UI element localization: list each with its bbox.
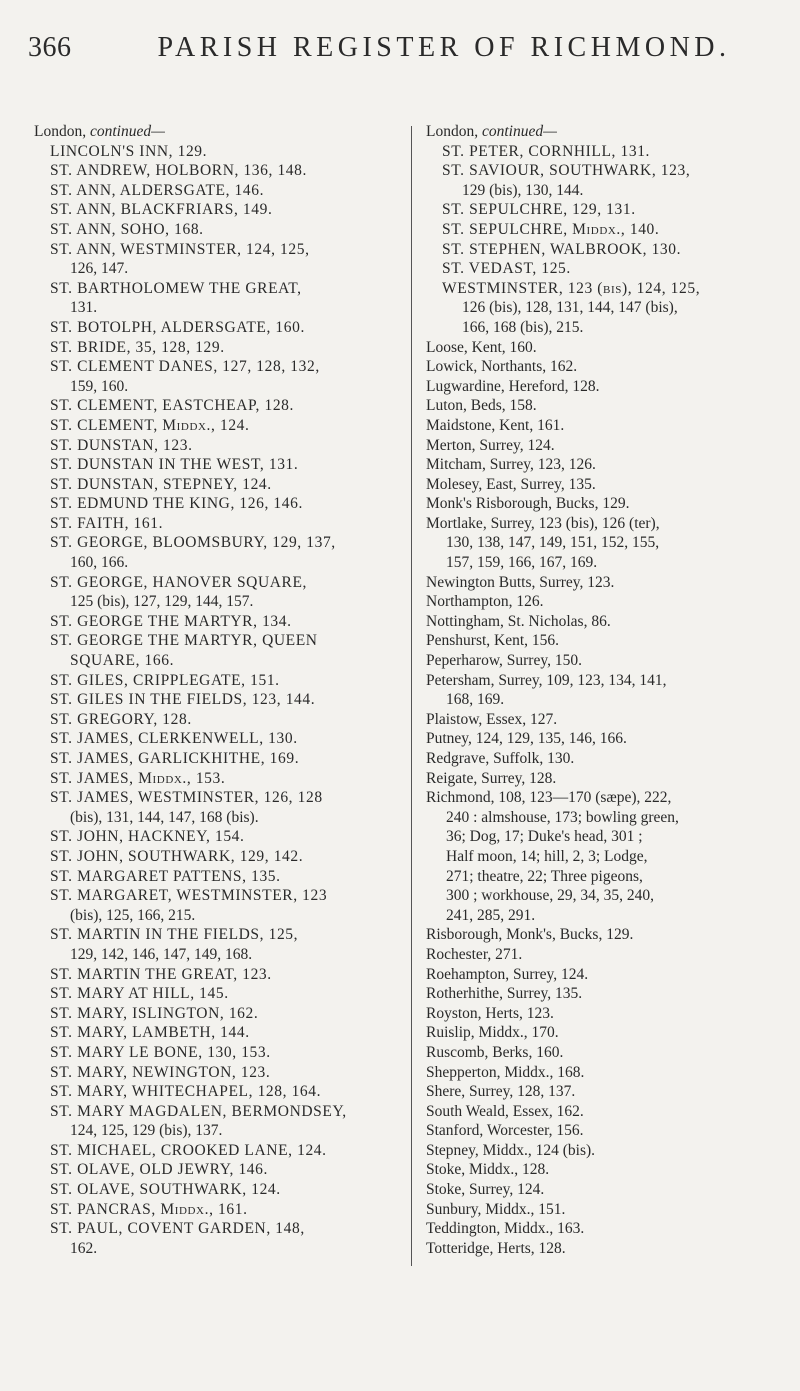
index-entry-line: 126, 147.: [70, 260, 129, 278]
index-entry-line: Monk's Risborough, Bucks, 129.: [426, 495, 630, 513]
index-entry-line: ST. MARY AT HILL, 145.: [50, 985, 229, 1003]
index-entry-line: Stoke, Surrey, 124.: [426, 1181, 545, 1199]
index-entry-line: Penshurst, Kent, 156.: [426, 632, 560, 650]
index-entry-line: ST. PANCRAS, Middx., 161.: [50, 1200, 248, 1218]
index-entry-line: Half moon, 14; hill, 2, 3; Lodge,: [446, 847, 648, 865]
index-entry-line: ST. MARGARET, WESTMINSTER, 123: [50, 887, 328, 905]
index-entry-line: ST. ANN, SOHO, 168.: [50, 220, 204, 238]
index-entry-line: Merton, Surrey, 124.: [426, 436, 555, 454]
index-entry-line: ST. DUNSTAN, 123.: [50, 436, 193, 454]
page-number: 366: [28, 32, 72, 63]
index-entry-line: ST. BRIDE, 35, 128, 129.: [50, 338, 225, 356]
index-entry-line: ST. PETER, CORNHILL, 131.: [442, 142, 651, 160]
index-entry-line: ST. GEORGE THE MARTYR, 134.: [50, 612, 292, 630]
index-entry-line: ST. MARGARET PATTENS, 135.: [50, 867, 281, 885]
index-entry-line: Maidstone, Kent, 161.: [426, 416, 565, 434]
index-entry-line: Ruscomb, Berks, 160.: [426, 1043, 564, 1061]
index-entries: [34, 142, 409, 1259]
index-entry-line: ST. CLEMENT, Middx., 124.: [50, 416, 250, 434]
index-entry-line: ST. CLEMENT, EASTCHEAP, 128.: [50, 397, 294, 415]
index-entry-line: ST. ANN, BLACKFRIARS, 149.: [50, 201, 273, 219]
index-entry-line: ST. ANN, WESTMINSTER, 124, 125,: [50, 240, 310, 258]
index-entry-line: ST. EDMUND THE KING, 126, 146.: [50, 495, 303, 513]
index-entry-line: Petersham, Surrey, 109, 123, 134, 141,: [426, 671, 667, 689]
index-entry-line: Newington Butts, Surrey, 123.: [426, 573, 615, 591]
index-entry-line: LINCOLN'S INN, 129.: [50, 142, 208, 160]
index-entry-line: 241, 285, 291.: [446, 906, 536, 924]
index-entry-line: ST. GEORGE, HANOVER SQUARE,: [50, 573, 308, 591]
heading-place: London,: [34, 123, 87, 140]
index-entry-line: ST. JOHN, SOUTHWARK, 129, 142.: [50, 847, 304, 865]
index-entry-line: ST. MARY, ISLINGTON, 162.: [50, 1004, 259, 1022]
index-entry-line: 129, 142, 146, 147, 149, 168.: [70, 945, 253, 963]
index-entry-line: ST. MARY, NEWINGTON, 123.: [50, 1063, 271, 1081]
index-entry-line: ST. MICHAEL, CROOKED LANE, 124.: [50, 1141, 327, 1159]
index-entry-line: Nottingham, St. Nicholas, 86.: [426, 612, 611, 630]
index-entry-line: SQUARE, 166.: [70, 652, 175, 670]
index-entry-line: (bis), 131, 144, 147, 168 (bis).: [70, 808, 259, 826]
index-entry-line: ST. GILES IN THE FIELDS, 123, 144.: [50, 691, 316, 709]
index-entry-line: Reigate, Surrey, 128.: [426, 769, 557, 787]
index-entry-line: 162.: [70, 1239, 98, 1257]
index-entry-line: ST. VEDAST, 125.: [442, 260, 571, 278]
index-entry-line: ST. JAMES, GARLICKHITHE, 169.: [50, 750, 300, 767]
index-entry-line: ST. JOHN, HACKNEY, 154.: [50, 828, 245, 846]
heading-place: London,: [426, 123, 479, 140]
index-entry-line: Sunbury, Middx., 151.: [426, 1200, 566, 1218]
index-entry-line: 131.: [70, 299, 98, 317]
index-entry-line: ST. GEORGE THE MARTYR, QUEEN: [50, 632, 318, 650]
index-entry-line: ST. DUNSTAN IN THE WEST, 131.: [50, 456, 299, 474]
index-entry-line: 36; Dog, 17; Duke's head, 301 ;: [446, 828, 643, 846]
index-entry-line: ST. MARY, LAMBETH, 144.: [50, 1024, 250, 1042]
index-entry-line: Shere, Surrey, 128, 137.: [426, 1083, 576, 1101]
index-entry-line: Northampton, 126.: [426, 593, 544, 611]
index-entry-line: Ruislip, Middx., 170.: [426, 1024, 559, 1042]
index-entry-line: (bis), 125, 166, 215.: [70, 906, 196, 924]
heading-continued: continued—: [481, 123, 557, 140]
index-entry-line: Stoke, Middx., 128.: [426, 1161, 550, 1179]
index-entry-line: ST. MARY MAGDALEN, BERMONDSEY,: [50, 1102, 347, 1120]
index-entry-line: ST. DUNSTAN, STEPNEY, 124.: [50, 475, 272, 493]
index-entry-line: ST. MARTIN IN THE FIELDS, 125,: [50, 926, 299, 944]
index-entry-line: ST. SEPULCHRE, Middx., 140.: [442, 220, 660, 238]
index-entry-line: ST. BARTHOLOMEW THE GREAT,: [50, 279, 302, 297]
index-entry-line: ST. MARY, WHITECHAPEL, 128, 164.: [50, 1083, 322, 1101]
index-entry-line: Putney, 124, 129, 135, 146, 166.: [426, 730, 627, 748]
index-entry-line: Loose, Kent, 160.: [426, 338, 537, 356]
index-entry-line: Redgrave, Suffolk, 130.: [426, 750, 575, 767]
index-entry-line: ST. JAMES, CLERKENWELL, 130.: [50, 730, 298, 748]
index-entry-line: 125 (bis), 127, 129, 144, 157.: [70, 593, 254, 611]
index-entry-line: Lugwardine, Hereford, 128.: [426, 377, 600, 395]
index-entry-line: WESTMINSTER, 123 (bis), 124, 125,: [442, 279, 701, 297]
index-entry-line: 271; theatre, 22; Three pigeons,: [446, 867, 643, 885]
heading-continued: continued—: [89, 123, 165, 140]
index-entry-line: 130, 138, 147, 149, 151, 152, 155,: [446, 534, 660, 552]
index-entry-line: Mortlake, Surrey, 123 (bis), 126 (ter),: [426, 514, 660, 532]
index-entry-line: 159, 160.: [70, 377, 129, 395]
index-entry-line: Rochester, 271.: [426, 945, 523, 963]
index-entry-line: 300 ; workhouse, 29, 34, 35, 240,: [446, 887, 654, 905]
index-entry-line: ST. GILES, CRIPPLEGATE, 151.: [50, 671, 280, 689]
column-heading: [426, 122, 786, 142]
index-entry-line: Shepperton, Middx., 168.: [426, 1063, 585, 1081]
index-entry-line: ST. OLAVE, OLD JEWRY, 146.: [50, 1161, 268, 1179]
index-entry-line: ST. SEPULCHRE, 129, 131.: [442, 201, 636, 219]
index-entry-line: 166, 168 (bis), 215.: [462, 318, 584, 336]
index-entry-line: ST. PAUL, COVENT GARDEN, 148,: [50, 1220, 305, 1238]
index-entry-line: 240 : almshouse, 173; bowling green,: [446, 808, 679, 826]
index-entry-line: Teddington, Middx., 163.: [426, 1220, 585, 1238]
index-entry-line: ST. STEPHEN, WALBROOK, 130.: [442, 240, 682, 258]
index-column-right: [426, 122, 786, 1258]
index-entry-line: ST. FAITH, 161.: [50, 514, 164, 532]
index-entry-line: Peperharow, Surrey, 150.: [426, 652, 582, 670]
index-entry-line: 129 (bis), 130, 144.: [462, 181, 584, 199]
index-entry-line: Royston, Herts, 123.: [426, 1004, 554, 1022]
index-entry-line: Stepney, Middx., 124 (bis).: [426, 1141, 596, 1159]
index-entry-line: 126 (bis), 128, 131, 144, 147 (bis),: [462, 299, 678, 317]
index-entry-line: ST. ANN, ALDERSGATE, 146.: [50, 181, 265, 199]
index-entry-line: 157, 159, 166, 167, 169.: [446, 554, 598, 572]
index-entry-line: Richmond, 108, 123—170 (sæpe), 222,: [426, 789, 672, 807]
index-entry-line: Roehampton, Surrey, 124.: [426, 965, 589, 983]
index-entry-line: ST. GEORGE, BLOOMSBURY, 129, 137,: [50, 534, 336, 552]
index-entry-line: ST. JAMES, WESTMINSTER, 126, 128: [50, 789, 323, 807]
index-entry-line: 160, 166.: [70, 554, 129, 572]
page-header: [28, 18, 780, 74]
index-entries: [426, 142, 786, 1259]
index-entry-line: ST. CLEMENT DANES, 127, 128, 132,: [50, 358, 320, 376]
index-entry-line: Plaistow, Essex, 127.: [426, 710, 558, 728]
index-entry-line: Stanford, Worcester, 156.: [426, 1122, 584, 1140]
index-entry-line: Totteridge, Herts, 128.: [426, 1239, 566, 1257]
index-entry-line: Molesey, East, Surrey, 135.: [426, 475, 596, 493]
index-entry-line: ST. OLAVE, SOUTHWARK, 124.: [50, 1181, 281, 1199]
index-entry-line: Lowick, Northants, 162.: [426, 358, 578, 376]
index-entry-line: ST. MARY LE BONE, 130, 153.: [50, 1043, 271, 1061]
index-entry-line: Luton, Beds, 158.: [426, 397, 537, 415]
index-entry-line: ST. ANDREW, HOLBORN, 136, 148.: [50, 162, 307, 180]
index-entry-line: ST. BOTOLPH, ALDERSGATE, 160.: [50, 318, 305, 336]
index-entry-line: Risborough, Monk's, Bucks, 129.: [426, 926, 634, 944]
index-entry-line: ST. GREGORY, 128.: [50, 710, 192, 728]
index-column-left: [34, 122, 409, 1258]
index-entry-line: Rotherhithe, Surrey, 135.: [426, 985, 583, 1003]
index-entry-line: 124, 125, 129 (bis), 137.: [70, 1122, 223, 1140]
column-heading: [34, 122, 409, 142]
index-entry-line: ST. JAMES, Middx., 153.: [50, 769, 226, 787]
index-entry-line: Mitcham, Surrey, 123, 126.: [426, 456, 596, 474]
index-entry-line: ST. SAVIOUR, SOUTHWARK, 123,: [442, 162, 691, 180]
index-entry-line: ST. MARTIN THE GREAT, 123.: [50, 965, 272, 983]
index-entry-line: 168, 169.: [446, 691, 505, 709]
running-title: PARISH REGISTER OF RICHMOND.: [157, 32, 731, 63]
column-divider: [411, 126, 412, 1266]
index-entry-line: South Weald, Essex, 162.: [426, 1102, 584, 1120]
